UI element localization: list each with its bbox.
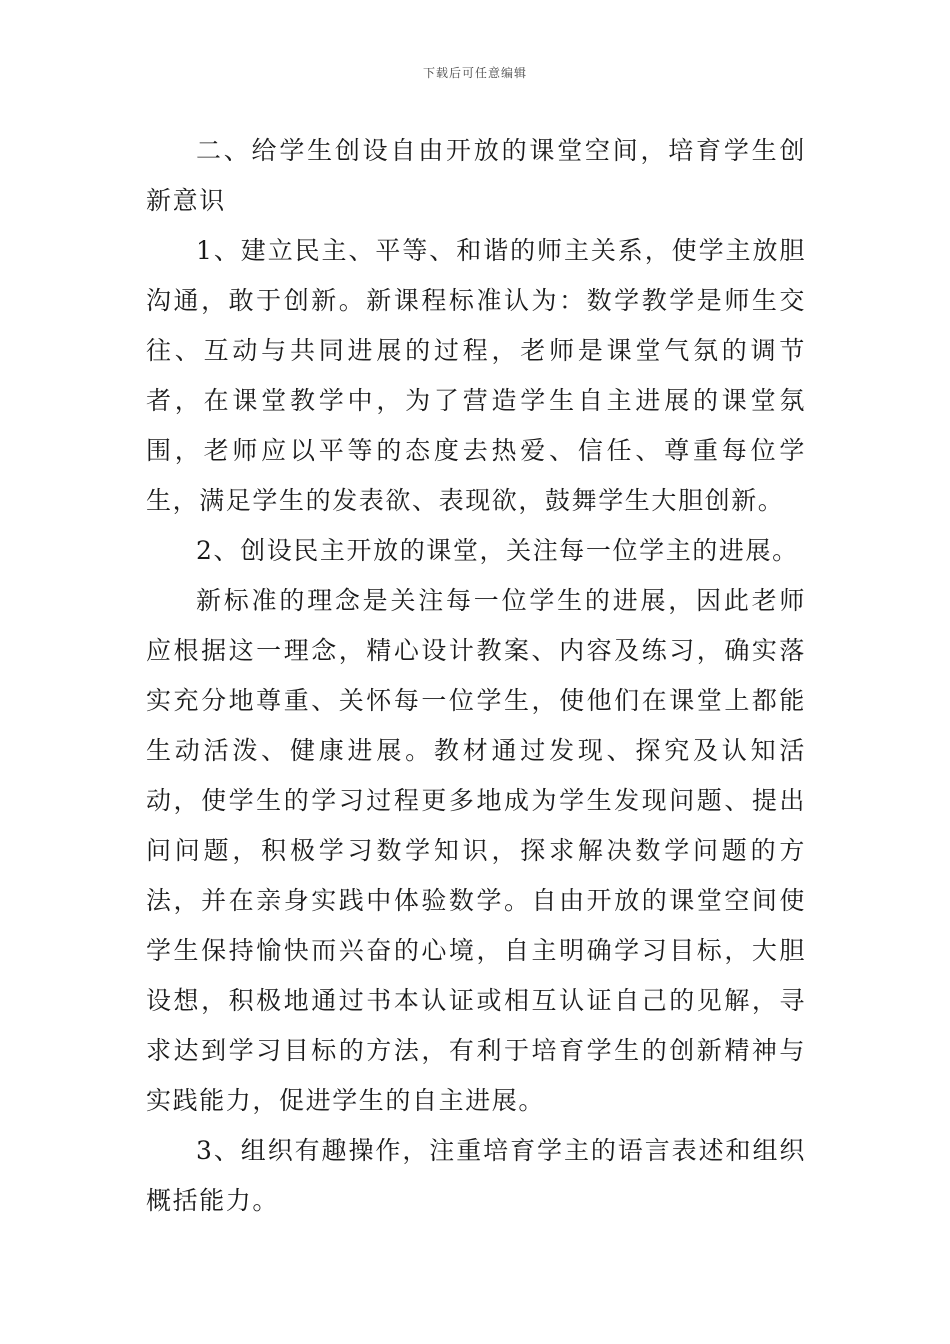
paragraph: 3、组织有趣操作，注重培育学主的语言表述和组织概括能力。 — [146, 1136, 806, 1215]
paragraph: 1、建立民主、平等、和谐的师主关系，使学主放胆沟通，敢于创新。新课程标准认为：数学教学是师生交往、互动与共同进展的过程，老师是课堂气氛的调节者，在课堂教学中，为了营造学生自主进展的课堂氛围，老师应以平等的态度去热爱、信任、尊重每位学生，满足学生的发表欲、表现欲，鼓舞学生大胆创新。 — [146, 236, 806, 515]
paragraph: 2、创设民主开放的课堂，关注每一位学主的进展。 — [196, 536, 799, 565]
section-heading: 二、给学生创设自由开放的课堂空间，培育学生创新意识 — [146, 136, 806, 215]
document-body — [146, 126, 806, 1226]
page-header-note: 下载后可任意编辑 — [422, 66, 527, 80]
paragraph: 新标准的理念是关注每一位学生的进展，因此老师应根据这一理念，精心设计教案、内容及练习，确实落实充分地尊重、关怀每一位学生，使他们在课堂上都能生动活泼、健康进展。教材通过发现、探究及认知活动，使学生的学习过程更多地成为学生发现问题、提出问问题，积极学习数学知识，探求解决数学问题的方法，并在亲身实践中体验数学。自由开放的课堂空间使学生保持愉快而兴奋的心境，自主明确学习目标，大胆设想，积极地通过书本认证或相互认证自己的见解，寻求达到学习目标的方法，有利于培育学生的创新精神与实践能力，促进学生的自主进展。 — [146, 586, 806, 1115]
